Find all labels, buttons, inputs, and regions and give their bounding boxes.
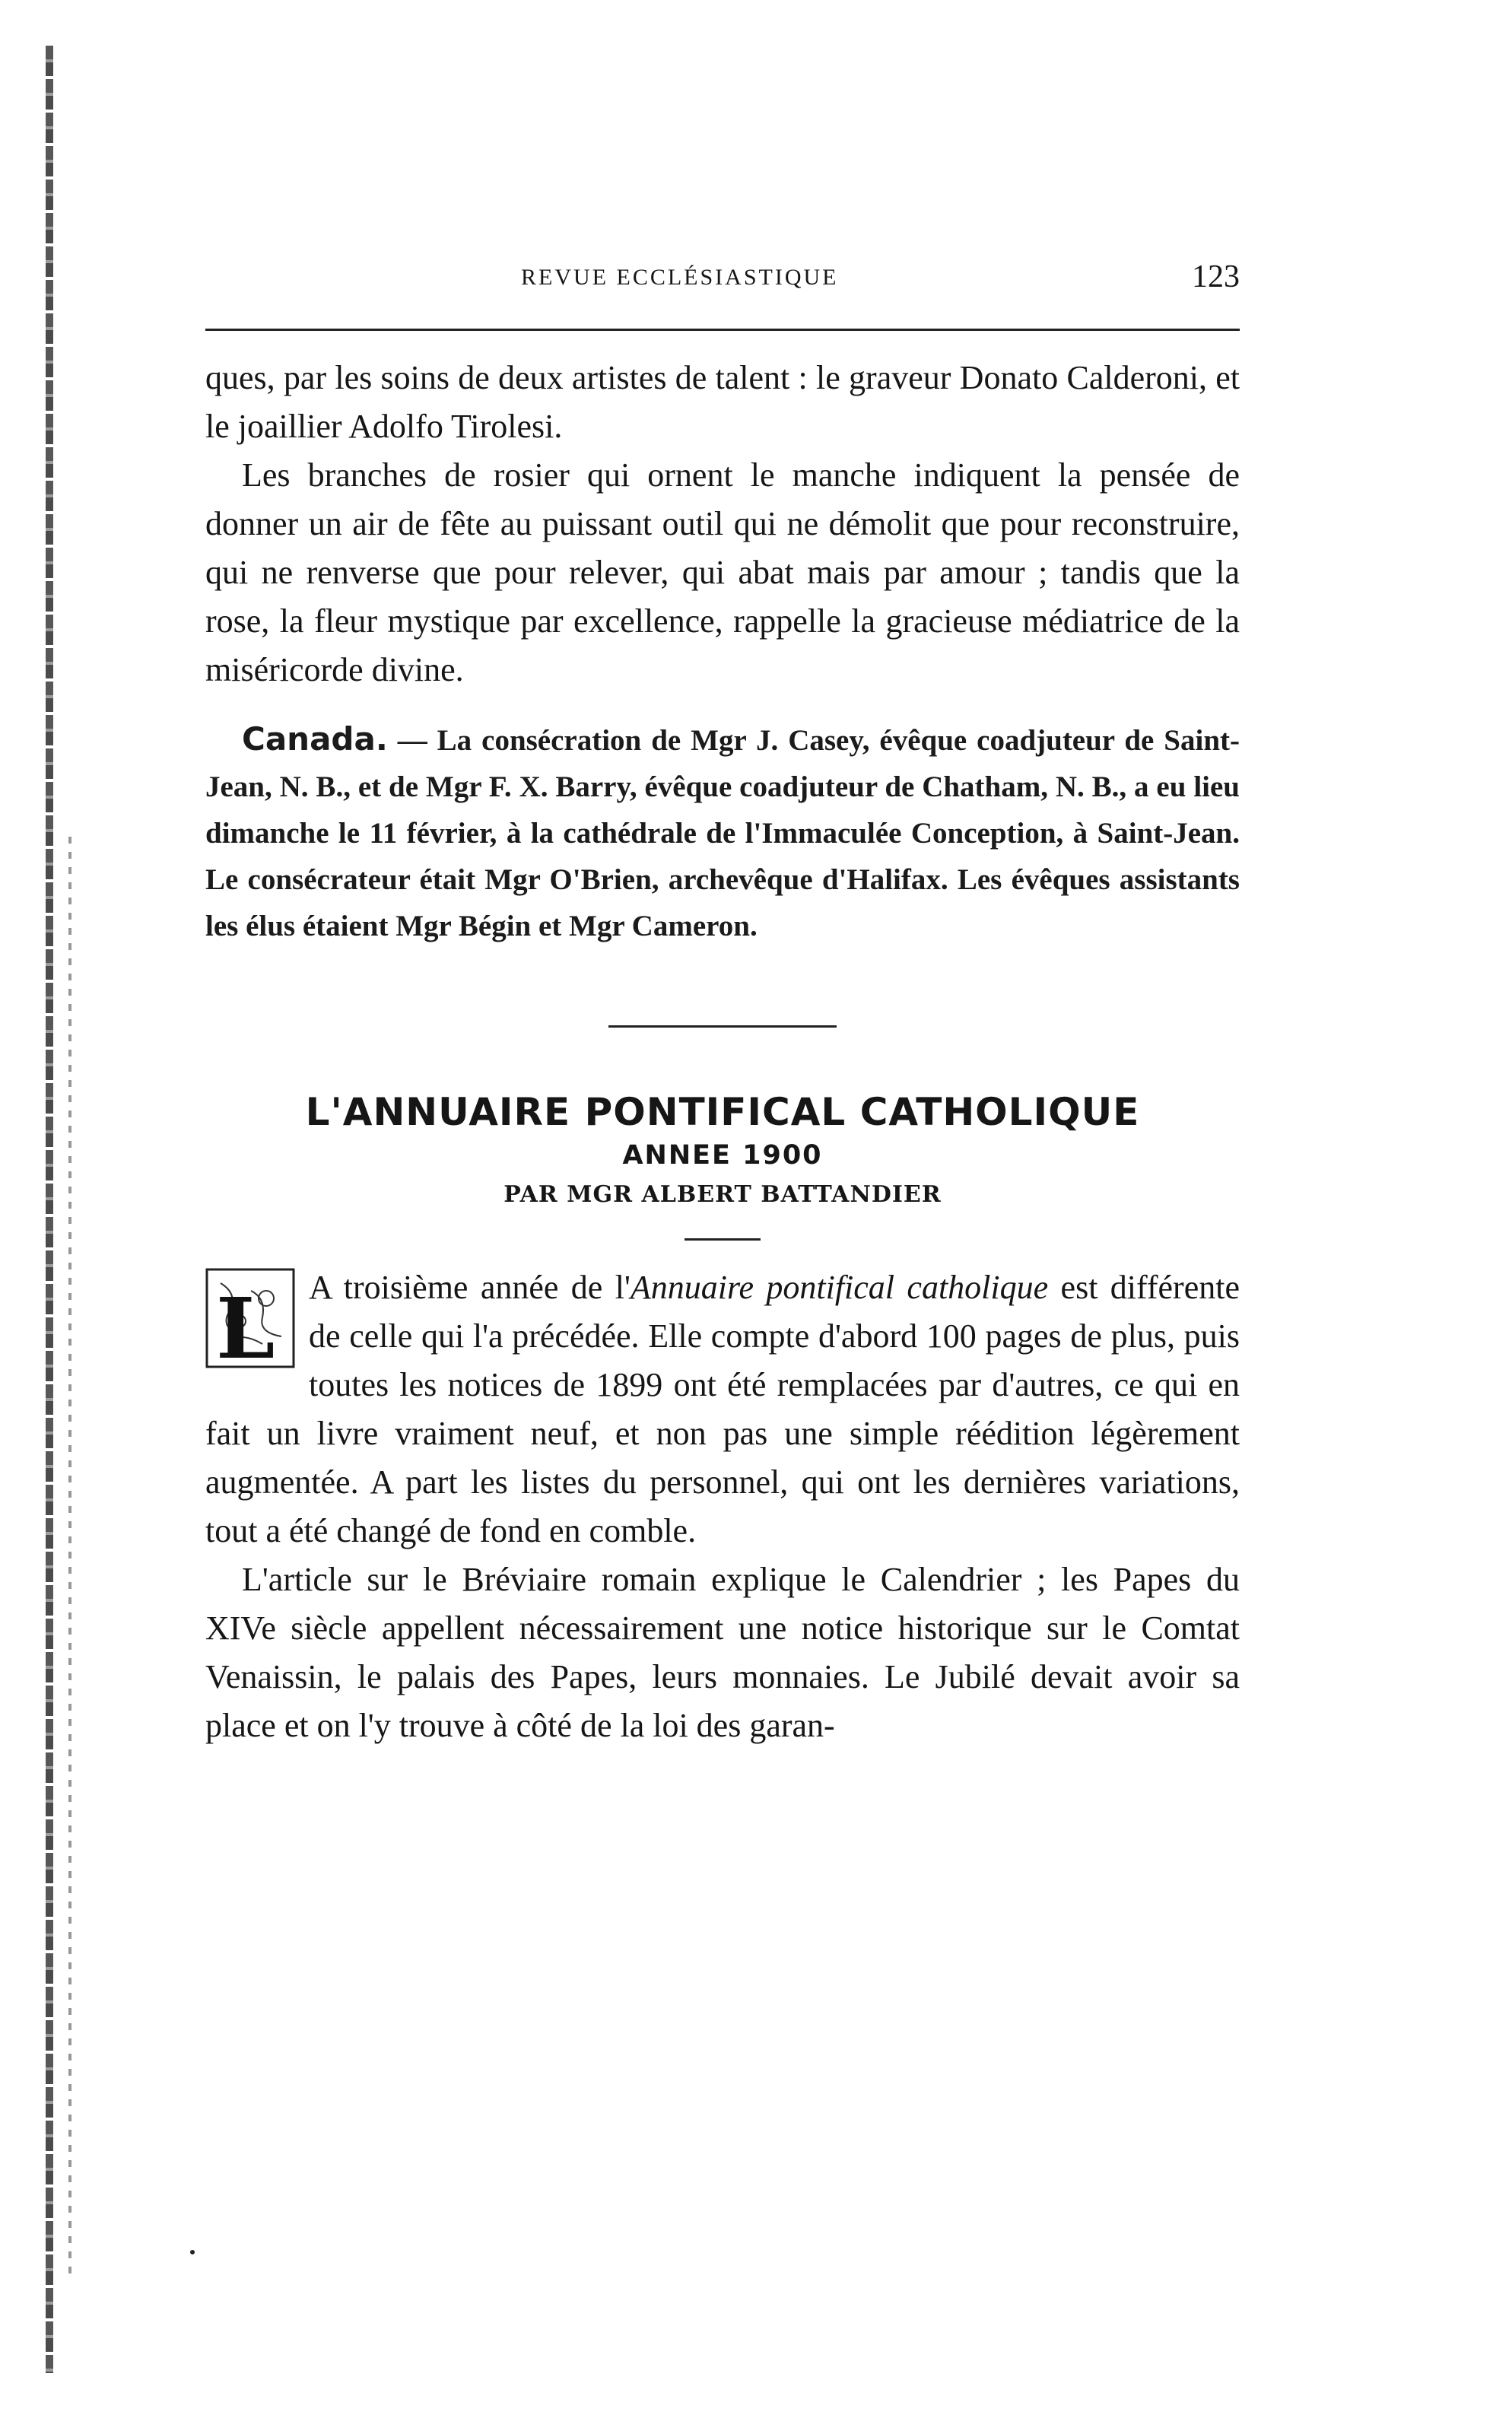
svg-text:L: L [216,1279,275,1368]
scan-speck [190,2250,195,2254]
header-rule [205,329,1240,331]
article-byline: PAR MGR ALBERT BATTANDIER [503,1181,942,1208]
canada-text: — La consécration de Mgr J. Casey, évêque coadjuteur de Saint-Jean, N. B., et de Mgr F. X. Barry, évêque coadjuteur de Chatham, N. B., a eu lieu dimanche le 11 février, à la cathédrale de l'Immaculée Conception, à Saint-Jean. Le consécrateur était Mgr O'Brien, archevêque d'Halifax. Les évêques assistants les élus étaient Mgr Bégin et Mgr Cameron. [205,724,1240,942]
article-subheading: ANNEE 1900 [622,1140,823,1171]
paragraph-rose-branches: Les branches de rosier qui ornent le manche indiquent la pensée de donner un air de fête au puissant outil qui ne démolit que pour reconstruire, qui ne renverse que pour relever, qui abat mais par amour ; tandis que la rose, la fleur mystique par excellence, rappelle la gracieuse médiatrice de la miséricorde divine. [205,456,1240,688]
canada-lead: Canada. [242,720,388,758]
paragraph-continuation: ques, par les soins de deux artistes de talent : le graveur Donato Calderoni, et le joaillier Adolfo Tirolesi. [205,359,1240,445]
article-paragraph-2: L'article sur le Bréviaire romain explique le Calendrier ; les Papes du XIVe siècle appellent nécessairement une notice historique sur le Comtat Venaissin, le palais des Papes, leurs monnaies. Le Jubilé devait avoir sa place et on l'y trouve à côté de la loi des garan- [205,1561,1240,1744]
article-body [205,1263,1240,1750]
running-head-title: REVUE ECCLÉSIASTIQUE [521,265,839,290]
section-divider [608,1025,837,1028]
article-paragraph-1 [205,1263,1240,1555]
page-number: 123 [1192,259,1240,294]
scan-binding-edge [46,46,53,2373]
running-head [205,259,1240,312]
dropcap-ornament [205,1268,295,1368]
article-heading: L'ANNUAIRE PONTIFICAL CATHOLIQUE [305,1090,1140,1134]
article-para1-start: A troisième année de l' [309,1269,631,1306]
byline-divider [685,1238,761,1241]
article-para1-rest: est différente de celle qui l'a précédée. Elle compte d'abord 100 pages de plus, puis toutes les notices de 1899 ont été remplacées par d'autres, ce qui en fait un livre vraiment neuf, et non pas une simple réédition légèrement augmentée. A part les listes du personnel, qui ont les dernières variations, tout a été changé de fond en comble. [205,1269,1240,1549]
document-page [205,259,1240,1750]
paragraph-canada [205,716,1240,949]
scan-binding-shadow [68,837,71,2282]
article-book-title: Annuaire pontifical catholique [630,1269,1049,1306]
